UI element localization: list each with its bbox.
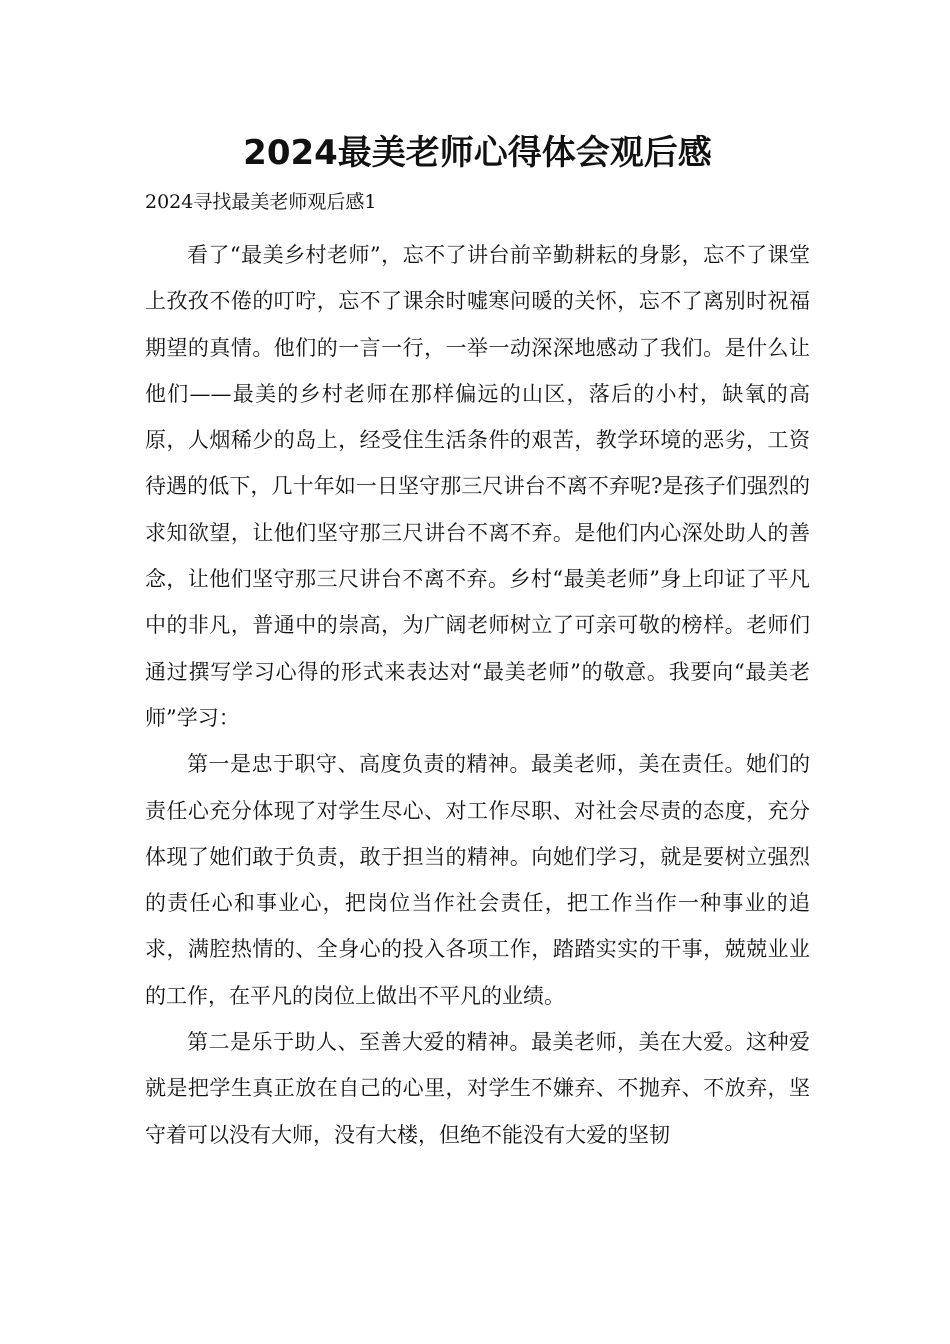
document-title: 2024最美老师心得体会观后感 [243,133,712,173]
document-subtitle: 2024寻找最美老师观后感1 [145,191,377,213]
paragraph-1: 看了“最美乡村老师”，忘不了讲台前辛勤耕耘的身影，忘不了课堂上孜孜不倦的叮咛，忘不了课余时嘘寒问暖的关怀，忘不了离别时祝福期望的真情。他们的一言一行，一举一动深深地感动了我们。是什么让他们——最美的乡村老师在那样偏远的山区，落后的小村，缺氧的高原，人烟稀少的岛上，经受住生活条件的艰苦，教学环境的恶劣，工资待遇的低下，几十年如一日坚守那三尺讲台不离不弃呢?是孩子们强烈的求知欲望，让他们坚守那三尺讲台不离不弃。是他们内心深处助人的善念，让他们坚守那三尺讲台不离不弃。乡村“最美老师”身上印证了平凡中的非凡，普通中的崇高，为广阔老师树立了可亲可敬的榜样。老师们通过撰写学习心得的形式来表达对“最美老师”的敬意。我要向“最美老师”学习： [145,243,810,730]
paragraph-3: 第二是乐于助人、至善大爱的精神。最美老师，美在大爱。这种爱就是把学生真正放在自己的心里，对学生不嫌弃、不抛弃、不放弃，坚守着可以没有大师，没有大楼，但绝不能没有大爱的坚韧 [145,1030,810,1147]
paragraph-2: 第一是忠于职守、高度负责的精神。最美老师，美在责任。她们的责任心充分体现了对学生尽心、对工作尽职、对社会尽责的态度，充分体现了她们敢于负责，敢于担当的精神。向她们学习，就是要树立强烈的责任心和事业心，把岗位当作社会责任，把工作当作一种事业的追求，满腔热情的、全身心的投入各项工作，踏踏实实的干事，兢兢业业的工作，在平凡的岗位上做出不平凡的业绩。 [145,752,810,1008]
